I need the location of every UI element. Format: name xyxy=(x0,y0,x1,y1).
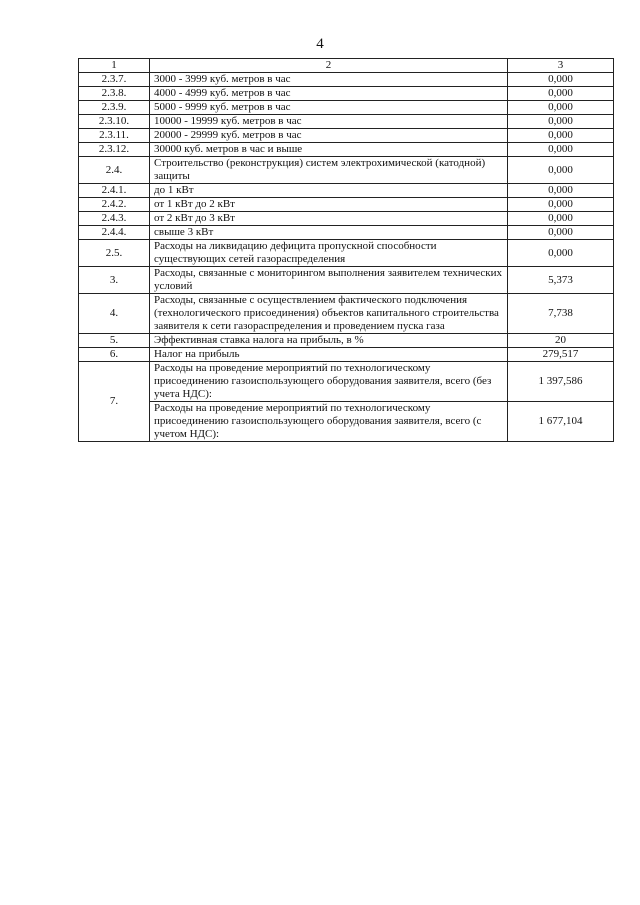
cost-table xyxy=(78,58,614,442)
table-row xyxy=(79,240,614,267)
row-number: 2.3.10. xyxy=(79,115,150,129)
column-header-1: 1 xyxy=(79,59,150,73)
row-description: 5000 - 9999 куб. метров в час xyxy=(150,101,508,115)
row-description: Расходы на ликвидацию дефицита пропускной способности существующих сетей газораспределения xyxy=(150,240,508,267)
row-number: 5. xyxy=(79,334,150,348)
table-row xyxy=(79,226,614,240)
table-row xyxy=(79,294,614,334)
table-row xyxy=(79,87,614,101)
column-header-3: 3 xyxy=(508,59,614,73)
row-value: 0,000 xyxy=(508,101,614,115)
table-row xyxy=(79,348,614,362)
page-number: 4 xyxy=(316,36,324,52)
row-description: Расходы, связанные с осуществлением фактического подключения (технологического присоединения) объектов капитального строительства заявителя к сети газораспределения и проведением пуска газа xyxy=(150,294,508,334)
table-header-row xyxy=(79,59,614,73)
row-number: 2.3.9. xyxy=(79,101,150,115)
row-number: 2.3.8. xyxy=(79,87,150,101)
row-description: 4000 - 4999 куб. метров в час xyxy=(150,87,508,101)
row-value: 5,373 xyxy=(508,267,614,294)
table-row xyxy=(79,73,614,87)
row-value: 20 xyxy=(508,334,614,348)
table-row xyxy=(79,198,614,212)
table-row xyxy=(79,115,614,129)
row-number: 6. xyxy=(79,348,150,362)
row-description: 30000 куб. метров в час и выше xyxy=(150,143,508,157)
row-number: 2.3.11. xyxy=(79,129,150,143)
row-number: 2.5. xyxy=(79,240,150,267)
table-row xyxy=(79,129,614,143)
table-row xyxy=(79,334,614,348)
row-number: 3. xyxy=(79,267,150,294)
row-value: 0,000 xyxy=(508,226,614,240)
row-number: 2.3.7. xyxy=(79,73,150,87)
row-number: 7. xyxy=(79,362,150,442)
row-description: Расходы на проведение мероприятий по технологическому присоединению газоиспользующего оборудования заявителя, всего (без учета НДС): xyxy=(150,362,508,402)
row-number: 2.4.4. xyxy=(79,226,150,240)
row-value: 0,000 xyxy=(508,115,614,129)
row-description: свыше 3 кВт xyxy=(150,226,508,240)
row-number: 2.3.12. xyxy=(79,143,150,157)
table-body xyxy=(79,59,614,442)
row-number: 2.4.2. xyxy=(79,198,150,212)
row-description: Налог на прибыль xyxy=(150,348,508,362)
row-number: 2.4.3. xyxy=(79,212,150,226)
row-description: до 1 кВт xyxy=(150,184,508,198)
row-description: Расходы на проведение мероприятий по технологическому присоединению газоиспользующего оборудования заявителя, всего (с учетом НДС): xyxy=(150,402,508,442)
table-row xyxy=(79,101,614,115)
column-header-2: 2 xyxy=(150,59,508,73)
row-value: 0,000 xyxy=(508,212,614,226)
row-description: 10000 - 19999 куб. метров в час xyxy=(150,115,508,129)
row-description: Эффективная ставка налога на прибыль, в % xyxy=(150,334,508,348)
row-value: 0,000 xyxy=(508,73,614,87)
table-row xyxy=(79,362,614,402)
row-value: 0,000 xyxy=(508,240,614,267)
table-row xyxy=(79,143,614,157)
row-description: 20000 - 29999 куб. метров в час xyxy=(150,129,508,143)
table-row xyxy=(79,402,614,442)
row-number: 2.4.1. xyxy=(79,184,150,198)
row-value: 0,000 xyxy=(508,198,614,212)
row-description: Строительство (реконструкция) систем электрохимической (катодной) защиты xyxy=(150,157,508,184)
row-value: 0,000 xyxy=(508,184,614,198)
row-value: 0,000 xyxy=(508,157,614,184)
row-description: от 2 кВт до 3 кВт xyxy=(150,212,508,226)
row-value: 1 397,586 xyxy=(508,362,614,402)
row-value: 0,000 xyxy=(508,87,614,101)
row-number: 2.4. xyxy=(79,157,150,184)
row-value: 0,000 xyxy=(508,143,614,157)
row-description: от 1 кВт до 2 кВт xyxy=(150,198,508,212)
table-row xyxy=(79,212,614,226)
row-description: Расходы, связанные с мониторингом выполнения заявителем технических условий xyxy=(150,267,508,294)
table-row xyxy=(79,157,614,184)
row-value: 279,517 xyxy=(508,348,614,362)
row-value: 7,738 xyxy=(508,294,614,334)
row-number: 4. xyxy=(79,294,150,334)
row-value: 1 677,104 xyxy=(508,402,614,442)
row-description: 3000 - 3999 куб. метров в час xyxy=(150,73,508,87)
row-value: 0,000 xyxy=(508,129,614,143)
table-row xyxy=(79,184,614,198)
table-row xyxy=(79,267,614,294)
